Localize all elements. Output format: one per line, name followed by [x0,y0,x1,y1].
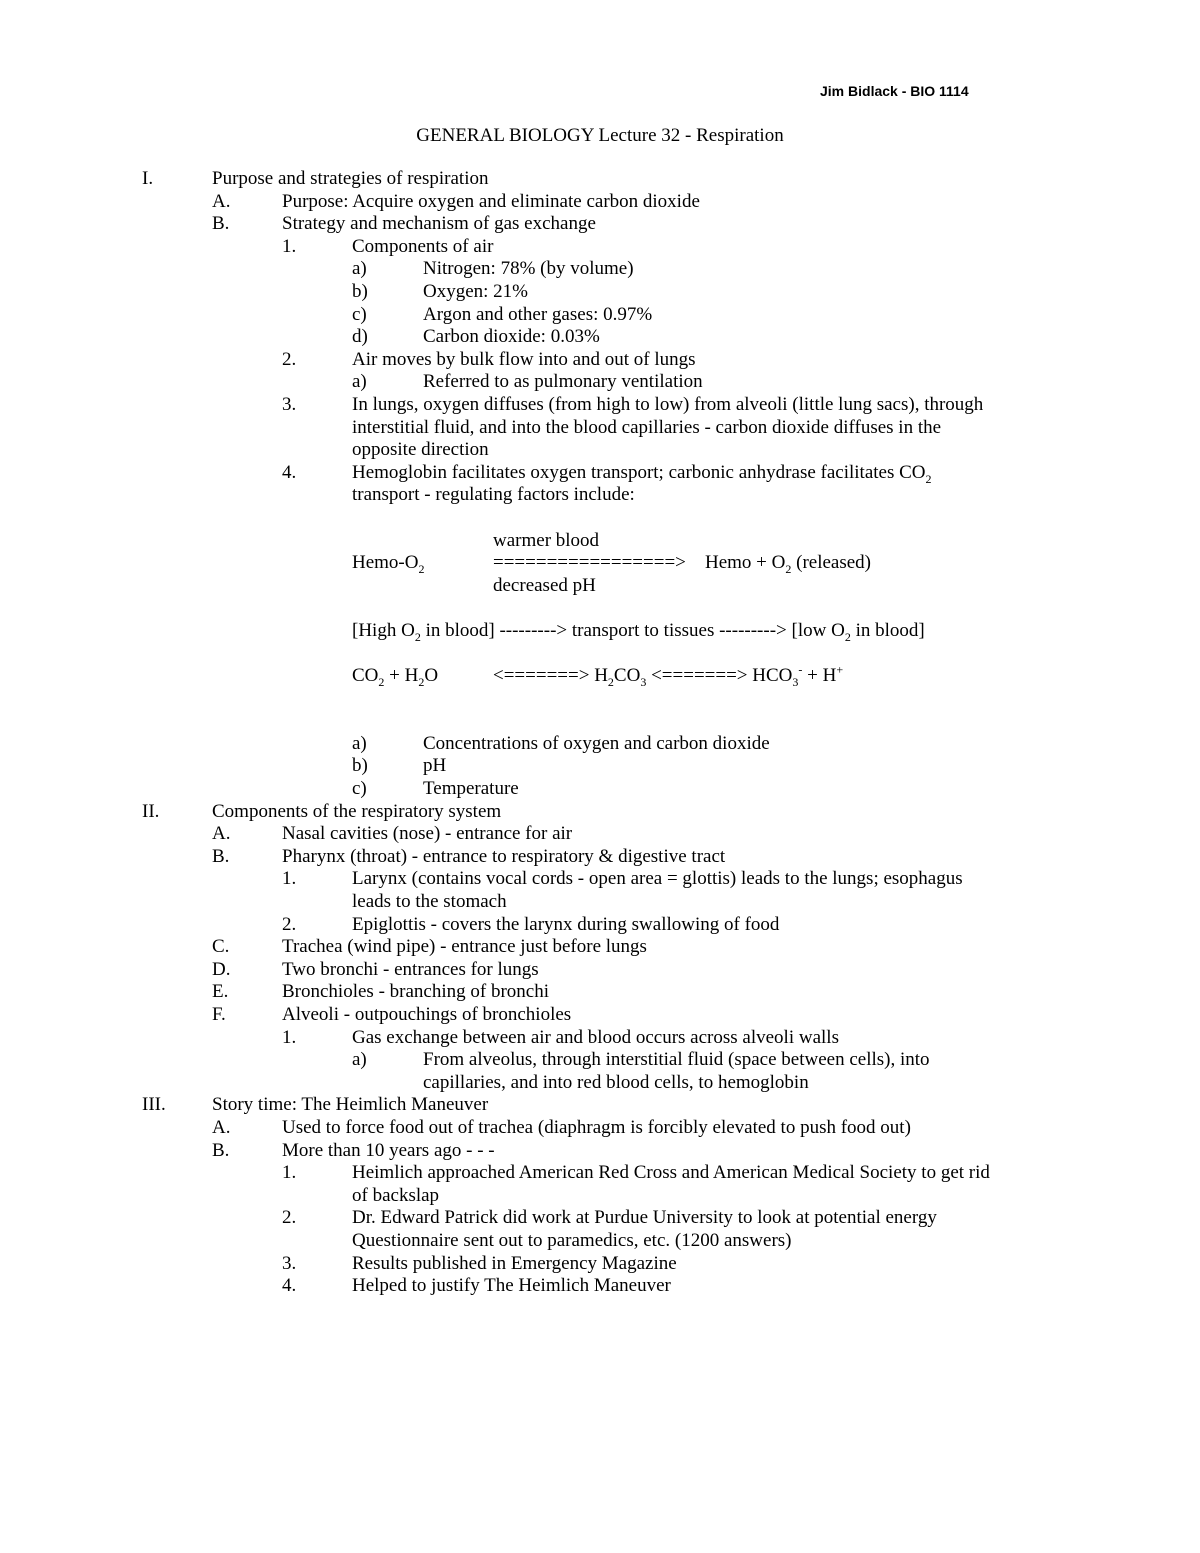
outline-text: capillaries, and into red blood cells, to hemoglobin [423,1071,809,1093]
outline-item [0,801,1200,824]
outline-text: leads to the stomach [352,891,507,912]
equation-reactants [352,665,438,688]
outline-text: Nitrogen: 78% (by volume) [423,258,634,280]
outline-text: Strategy and mechanism of gas exchange [282,213,596,235]
outline-text: Larynx (contains vocal cords - open area = glottis) leads to the lungs; esophagus [352,868,963,890]
outline-text: Alveoli - outpouchings of bronchioles [282,1003,572,1025]
outline-item [0,846,1200,869]
equation-text: (released) [796,552,872,574]
equation-text: <=======> HCO [651,665,793,687]
equation-text: O [424,665,439,687]
outline-label: A. [212,823,231,845]
outline-item [0,1027,1200,1050]
outline-item [0,936,1200,959]
outline-text: Gas exchange between air and blood occurs across alveoli walls [352,1026,839,1048]
outline-label: b) [352,280,368,302]
outline-label: 1. [282,868,297,890]
outline-text: Trachea (wind pipe) - entrance just before lungs [282,936,647,958]
outline-text: Concentrations of oxygen and carbon dioxide [423,732,770,754]
subscript: 2 [378,674,385,689]
outline-label: II. [142,800,160,822]
outline-item [0,1094,1200,1117]
lecture-outline [0,168,1200,1298]
equation-text: in blood] ---------> transport to tissues ---------> [low O [425,619,845,641]
equation-arrow: =================> [493,552,686,574]
outline-label: I. [142,168,154,189]
outline-item [0,349,1200,372]
outline-label: b) [352,755,368,777]
outline-item [0,1140,1200,1163]
outline-item [0,371,1200,394]
outline-item [0,778,1200,801]
outline-continuation [0,1072,1200,1095]
outline-item [0,326,1200,349]
outline-continuation [0,891,1200,914]
outline-label: c) [352,778,367,800]
outline-label: a) [352,1049,367,1071]
outline-text: More than 10 years ago - - - [282,1139,495,1161]
outline-item [0,868,1200,891]
outline-item [0,1162,1200,1185]
superscript: + [836,662,844,677]
equation-row [0,662,1200,689]
outline-continuation [0,484,1200,507]
outline-label: F. [212,1003,226,1025]
outline-text: of backslap [352,1184,440,1206]
outline-text: Components of the respiratory system [212,800,502,822]
equation-products [493,662,844,689]
outline-label: B. [212,213,230,235]
outline-item [0,733,1200,756]
outline-continuation [0,417,1200,440]
subscript: 2 [785,561,792,576]
outline-label: 3. [282,1252,297,1274]
equation-text: CO [352,665,379,687]
subscript: 3 [640,674,647,689]
outline-label: B. [212,845,230,867]
subscript: 3 [792,674,799,689]
outline-item [0,1117,1200,1140]
outline-item [0,959,1200,982]
outline-label: A. [212,190,231,212]
outline-text: Bronchioles - branching of bronchi [282,981,549,1003]
subscript: 2 [418,561,425,576]
equation-text: Hemo + O [705,552,786,574]
outline-label: 1. [282,1162,297,1184]
outline-item [0,304,1200,327]
outline-text: Pharynx (throat) - entrance to respiratory & digestive tract [282,845,726,867]
outline-text: Helped to justify The Heimlich Maneuver [352,1275,671,1297]
outline-text: Results published in Emergency Magazine [352,1252,677,1274]
outline-label: d) [352,326,368,348]
outline-text: Purpose and strategies of respiration [212,168,489,189]
outline-text: Components of air [352,235,494,257]
equation-row [0,552,1200,575]
superscript: - [798,662,803,677]
outline-text: Used to force food out of trachea (diaphragm is forcibly elevated to push food out) [282,1116,911,1138]
outline-item [0,823,1200,846]
equation-result [705,552,871,575]
outline-text: Dr. Edward Patrick did work at Purdue University to look at potential energy [352,1207,937,1229]
outline-item [0,981,1200,1004]
outline-text: Heimlich approached American Red Cross and American Medical Society to get rid [352,1162,990,1184]
outline-item [0,1004,1200,1027]
subscript: 2 [844,629,851,644]
outline-label: c) [352,303,367,325]
equation-text: in blood] [855,619,925,641]
outline-item [0,394,1200,417]
outline-continuation [0,1185,1200,1208]
equation-bottom-label: decreased pH [493,574,596,596]
equation-text: CO [613,665,641,687]
outline-text: interstitial fluid, and into the blood capillaries - carbon dioxide diffuses in the [352,416,942,438]
outline-label: 2. [282,913,297,935]
outline-item [0,1207,1200,1230]
outline-item [0,168,1200,191]
outline-item [0,258,1200,281]
equation-top-label: warmer blood [493,529,600,551]
equation-hemo-o2 [352,552,424,575]
equation-text: + H [389,665,419,687]
outline-label: C. [212,936,230,958]
outline-text: Oxygen: 21% [423,280,529,302]
equation-text: + H [807,665,837,687]
outline-label: a) [352,258,367,280]
outline-label: 1. [282,1026,297,1048]
outline-text: Temperature [423,778,519,800]
equation-transport [352,620,925,643]
outline-label: 3. [282,393,297,415]
outline-label: 4. [282,1275,297,1297]
outline-text: Air moves by bulk flow into and out of lungs [352,348,696,370]
outline-item [0,462,1200,485]
outline-text: opposite direction [352,439,489,461]
outline-text: Nasal cavities (nose) - entrance for air [282,823,573,845]
outline-text-main: Hemoglobin facilitates oxygen transport; carbonic anhydrase facilitates CO [352,461,926,483]
subscript: 2 [414,629,421,644]
outline-label: 2. [282,1207,297,1229]
outline-text: In lungs, oxygen diffuses (from high to low) from alveoli (little lung sacs), through [352,393,984,415]
outline-text: pH [423,755,447,777]
equation-text: <=======> H [493,665,608,687]
outline-text: Purpose: Acquire oxygen and eliminate carbon dioxide [282,190,700,212]
outline-label: a) [352,371,367,393]
outline-text: Questionnaire sent out to paramedics, etc. (1200 answers) [352,1229,792,1251]
equation-text: [High O [352,619,415,641]
outline-text: Epiglottis - covers the larynx during swallowing of food [352,913,780,935]
outline-label: III. [142,1094,166,1116]
outline-item [0,914,1200,937]
equation-row [0,575,1200,598]
outline-label: D. [212,958,231,980]
outline-item [0,1253,1200,1276]
outline-item [0,213,1200,236]
outline-label: 2. [282,348,297,370]
outline-item [0,236,1200,259]
outline-label: A. [212,1116,231,1138]
outline-continuation [0,439,1200,462]
page-header: Jim Bidlack - BIO 1114 [820,83,969,99]
subscript: 2 [607,674,614,689]
outline-label: 4. [282,461,297,483]
subscript: 2 [925,471,932,486]
outline-label: E. [212,981,229,1003]
outline-label: a) [352,732,367,754]
outline-item [0,191,1200,214]
outline-label: 1. [282,235,297,257]
outline-continuation [0,1230,1200,1253]
outline-text: Two bronchi - entrances for lungs [282,958,539,980]
outline-item [0,281,1200,304]
page-title: GENERAL BIOLOGY Lecture 32 - Respiration [416,125,784,146]
equation-row [0,530,1200,553]
outline-item [0,755,1200,778]
outline-text: Carbon dioxide: 0.03% [423,326,600,348]
outline-item [0,1049,1200,1072]
outline-text [352,462,932,485]
subscript: 2 [418,674,425,689]
outline-text: Story time: The Heimlich Maneuver [212,1094,489,1116]
outline-text: From alveolus, through interstitial fluid (space between cells), into [423,1049,930,1071]
outline-item [0,1275,1200,1298]
outline-label: B. [212,1139,230,1161]
outline-text: Argon and other gases: 0.97% [423,303,653,325]
outline-text: Referred to as pulmonary ventilation [423,371,703,393]
equation-text: Hemo-O [352,552,419,574]
equation-row [0,620,1200,643]
outline-text: transport - regulating factors include: [352,484,635,506]
